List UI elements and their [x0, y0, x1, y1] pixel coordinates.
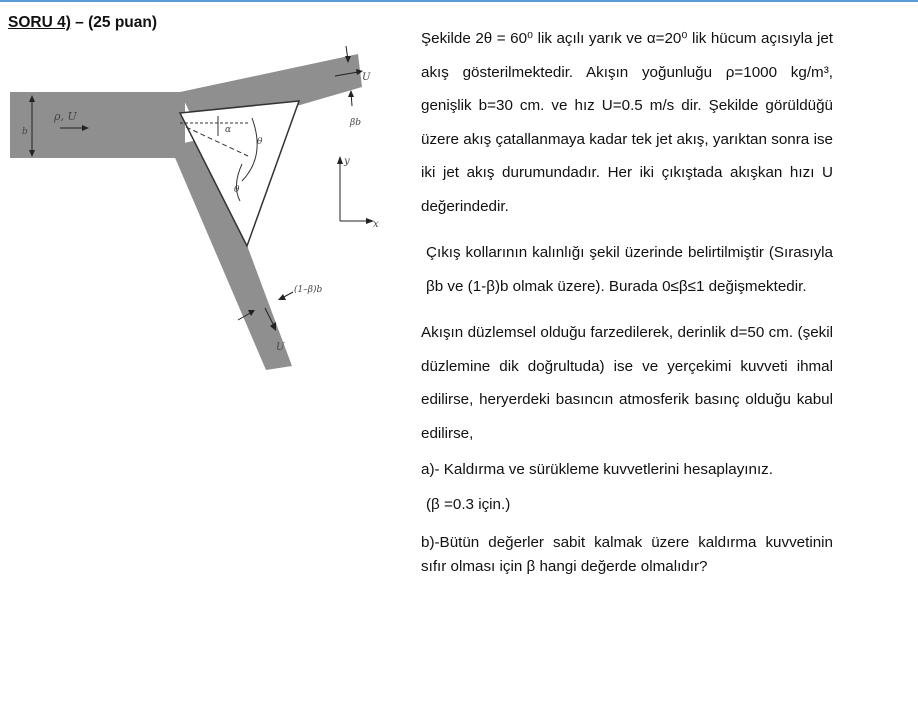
x-axis-label: x [373, 219, 379, 230]
problem-paragraph-3: Akışın düzlemsel olduğu farzedilerek, derinlik d=50 cm. (şekil düzlemine dik doğrultuda) ise ve yerçekimi kuvveti ihmal edilirse, heryerdeki basıncın atmosferik basınç olduğu kabul edilirse, [421, 324, 833, 442]
jet-flow-figure [10, 46, 400, 376]
question-a-condition: (β =0.3 için.) [426, 496, 511, 513]
y-axis-label: y [344, 156, 350, 167]
width-b-label: b [22, 127, 28, 137]
problem-text [421, 22, 833, 579]
question-a: a)- Kaldırma ve sürükleme kuvvetlerini hesaplayınız. [421, 461, 773, 478]
problem-paragraph-1: Şekilde 2θ = 60⁰ lik açılı yarık ve α=20⁰ lik hücum açısıyla jet akış gösterilmektedir. Akışın yoğunluğu ρ=1000 kg/m³, genişlik b=30 cm. ve hız U=0.5 m/s dir. Şekilde görüldüğü üzere akış çatallanmaya kadar tek jet akış, yarıktan sonra ise iki jet akış durumundadır. Her iki çıkıştada akışkan hızı U değerindedir. [421, 30, 833, 215]
question-b: b)-Bütün değerler sabit kalmak üzere kaldırma kuvvetinin sıfır olması için β hangi değerde olmalıdır? [421, 534, 833, 575]
theta-top-label: θ [257, 137, 263, 147]
one-minus-beta-b-label: (1–β)b [294, 285, 323, 295]
beta-b-label: βb [350, 118, 361, 128]
problem-paragraph-2: Çıkış kollarının kalınlığı şekil üzerinde belirtilmiştir (Sırasıyla βb ve (1-β)b olmak üzere). Burada 0≤β≤1 değişmektedir. [426, 244, 833, 295]
question-number: SORU 4) [8, 14, 71, 31]
theta-bottom-label: θ [234, 185, 240, 195]
top-rule [0, 0, 918, 2]
jet-shape [10, 54, 362, 370]
question-points: – (25 puan) [70, 14, 158, 31]
top-outlet-velocity-label: U [362, 72, 371, 83]
inlet-label: ρ, U [54, 110, 77, 123]
coordinate-axes [337, 156, 374, 224]
alpha-label: α [225, 125, 232, 135]
question-header [8, 14, 157, 32]
bottom-outlet-velocity-label: U [276, 342, 285, 353]
